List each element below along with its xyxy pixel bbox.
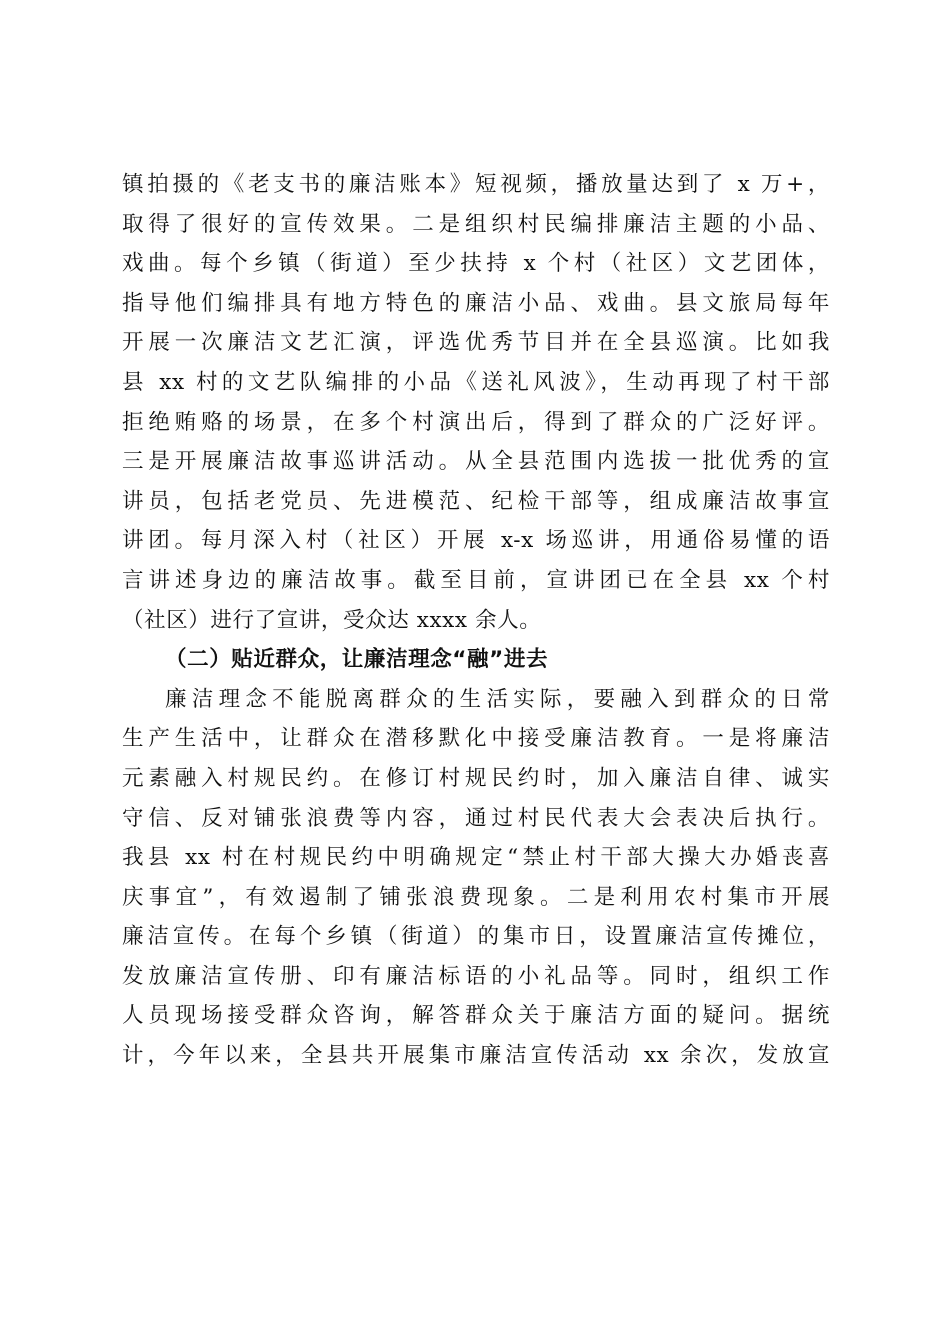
text-line: 县 xx 村的文艺队编排的小品《送礼风波》，生动再现了村干部 [122,369,830,395]
text-line: 讲团。每月深入村（社区）开展 x-x 场巡讲，用通俗易懂的语 [122,528,830,554]
text-line: 元素融入村规民约。在修订村规民约时，加入廉洁自律、诚实 [122,765,830,791]
text-line: 言讲述身边的廉洁故事。截至目前，宣讲团已在全县 xx 个村 [122,567,830,593]
text-line: 发放廉洁宣传册、印有廉洁标语的小礼品等。同时，组织工作 [122,963,830,989]
text-line: 庆事宜”，有效遏制了铺张浪费现象。二是利用农村集市开展 [122,884,830,910]
text-line: 镇拍摄的《老支书的廉洁账本》短视频，播放量达到了 x 万+， [122,172,830,197]
text-line: 开展一次廉洁文艺汇演，评选优秀节目并在全县巡演。比如我 [122,330,830,356]
text-line: 人员现场接受群众咨询，解答群众关于廉洁方面的疑问。据统 [122,1003,830,1029]
text-line: 讲员，包括老党员、先进模范、纪检干部等，组成廉洁故事宣 [122,488,830,514]
text-line: 戏曲。每个乡镇（街道）至少扶持 x 个村（社区）文艺团体， [122,251,830,277]
paragraph-integration [122,680,830,1076]
text-line: 指导他们编排具有地方特色的廉洁小品、戏曲。县文旅局每年 [122,290,830,316]
document-body [122,165,830,1076]
text-line: 计，今年以来，全县共开展集市廉洁宣传活动 xx 余次，发放宣 [122,1043,830,1069]
text-line: 生产生活中，让群众在潜移默化中接受廉洁教育。一是将廉洁 [122,726,830,752]
text-line: （社区）进行了宣讲，受众达 xxxx 余人。 [122,607,542,633]
text-line: 三是开展廉洁故事巡讲活动。从全县范围内选拔一批优秀的宣 [122,449,830,475]
text-line: 拒绝贿赂的场景，在多个村演出后，得到了群众的广泛好评。 [122,409,830,435]
paragraph-performances [122,165,830,640]
text-line: 守信、反对铺张浪费等内容，通过村民代表大会表决后执行。 [122,805,830,831]
text-line: 我县 xx 村在村规民约中明确规定“禁止村干部大操大办婚丧喜 [122,845,830,871]
text-line: 取得了很好的宣传效果。二是组织村民编排廉洁主题的小品、 [122,211,830,237]
section-heading: （二）贴近群众，让廉洁理念“融”进去 [165,647,549,673]
text-line: 廉洁宣传。在每个乡镇（街道）的集市日，设置廉洁宣传摊位， [122,924,830,950]
text-line: 廉洁理念不能脱离群众的生活实际，要融入到群众的日常 [165,686,830,712]
